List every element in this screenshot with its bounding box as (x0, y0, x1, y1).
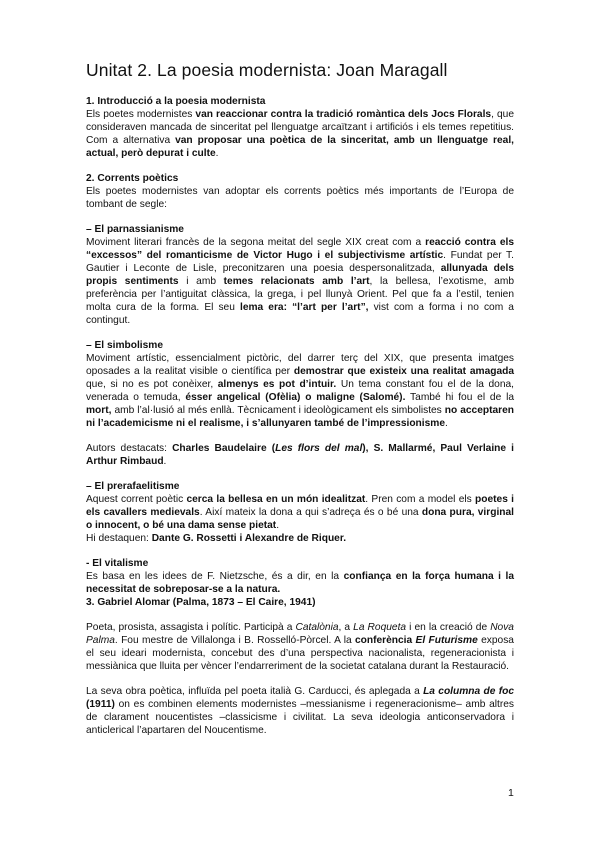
text-run: . (215, 148, 219, 159)
text-run: Moviment literari francès de la segona meitat del segle XIX creat com a (86, 237, 426, 248)
text-run: i en la creació de (406, 622, 491, 633)
text-run: , a (338, 622, 354, 633)
bold-run: almenys es pot d’intuir. (217, 379, 337, 390)
section-heading: – El simbolisme (86, 340, 164, 351)
italic-run: La Roqueta (353, 622, 407, 633)
bold-run: Charles Baudelaire ( (172, 443, 276, 454)
text-run: Autors destacats: (86, 443, 173, 454)
section-heading: 1. Introducció a la poesia modernista (86, 96, 266, 107)
section-introduction (86, 95, 514, 160)
section-corrents (86, 172, 514, 211)
text-run: i amb (178, 276, 224, 287)
bold-run: allunyada dels propis sentiments (86, 263, 514, 287)
text-run: . (445, 418, 448, 429)
bold-run: confiança en la força humana i la necessitat de sobreposar-se a la natura. (86, 571, 514, 595)
paragraph (86, 236, 514, 327)
bold-run: mort, (86, 405, 112, 416)
text-run: . Fundat per T. Gautier i Leconte de Lisle, preconitzaren una poesia despersonalitzada, (86, 250, 514, 274)
bold-run: temes relacionats amb l’art (223, 276, 370, 287)
text-run: que, si no es pot conèixer, (86, 379, 218, 390)
section-parnassianisme (86, 223, 514, 327)
section-autors (86, 442, 514, 468)
bold-italic-run: La columna de foc (423, 686, 514, 697)
text-run: . Així mateix la dona a qui s’adreça és o bé una (199, 507, 422, 518)
text-run: . Fou mestre de Villalonga i B. Rosselló-Pòrcel. A la (114, 635, 355, 646)
bold-run: van proposar una poètica de la sinceritat, amb un llenguatge real, actual, però depurat i culte (86, 135, 515, 159)
paragraph (86, 493, 514, 532)
bold-run: ésser angelical (Ofèlia) o maligne (Salomé). (185, 392, 406, 403)
text-run: Es basa en les idees de F. Nietzsche, és a dir, en la (86, 571, 344, 582)
section-heading: - El vitalisme (86, 558, 149, 569)
italic-run: Catalònia (295, 622, 339, 633)
bold-run: reacció contra els “excessos” del romanticisme de Victor Hugo i el subjectivisme artístic (86, 237, 515, 261)
bold-run: poetes i els cavallers medievals (86, 494, 514, 518)
paragraph (86, 621, 514, 673)
text-run: També hi fou el de la (405, 392, 515, 403)
bold-run: ), S. Mallarmé, Paul Verlaine i Arthur Rimbaud (86, 443, 514, 467)
paragraph: Els poetes modernistes van adoptar els corrents poètics més importants de l’Europa de tombant de segle: (86, 186, 514, 210)
italic-run: Nova Palma (86, 622, 514, 646)
bold-run: dona pura, virginal o innocent, o bé una dama sense pietat (86, 507, 515, 531)
bold-run: lema era: “l’art per l’art”, (239, 302, 369, 313)
text-run: Aquest corrent poètic (86, 494, 187, 505)
page-number: 1 (508, 787, 514, 799)
text-run: Els poetes modernistes (86, 109, 196, 120)
text-run: , la bellesa, l’exotisme, amb preferència per l’antiguitat clàssica, la grega, i pel llunyà Orient. Pel que fa a l’estil, tenien molta cura de la forma. El seu (86, 276, 514, 313)
text-run: on es combinen elements modernistes –messianisme i regeneracionisme– amb altres de clarament noucentistes –classicisme i civilitat. La seva ideologia anticonservadora i anticlerical l’apartaren del Noucentisme. (86, 699, 514, 736)
text-run: . Pren com a model els (365, 494, 476, 505)
section-heading: – El parnassianisme (86, 224, 184, 235)
text-run: Hi destaquen: (86, 533, 152, 544)
paragraph (86, 352, 514, 430)
bold-run: van reaccionar contra la tradició romàntica dels Jocs Florals (195, 109, 492, 120)
text-run: . (276, 520, 280, 531)
paragraph (86, 442, 514, 468)
section-simbolisme (86, 339, 514, 430)
bold-run: demostrar que existeix una realitat amagada (293, 366, 515, 377)
text-run: Un tema constant fou el de la dona, venerada o temuda, (86, 379, 514, 403)
bold-italic-run: Les flors del mal (275, 443, 363, 454)
bold-run: conferència (354, 635, 416, 646)
section-heading: 2. Corrents poètics (86, 173, 179, 184)
text-run: . (163, 456, 167, 467)
text-run: Poeta, prosista, assagista i polític. Participà a (86, 622, 296, 633)
text-run: , que consideraven mancada de sinceritat pel llenguatge arcaïtzant i artificiós i els temes repetitius. Com a alternativa (86, 109, 514, 146)
section-prerafaelitisme (86, 480, 514, 545)
text-run: La seva obra poètica, influïda pel poeta italià G. Carducci, és aplegada a (86, 686, 424, 697)
section-heading: – El prerafaelitisme (86, 481, 180, 492)
paragraph (86, 532, 514, 545)
document-page (86, 60, 514, 737)
section-alomar (86, 621, 514, 673)
section-vitalisme (86, 557, 514, 609)
paragraph (86, 685, 514, 737)
text-run: vist com a forma i no com a contingut. (86, 302, 514, 326)
paragraph (86, 108, 514, 160)
text-run: exposa el seu ideari modernista, concebut des d’una perspectiva nacionalista, regeneracionista i messiànica que lluita per vèncer l’endarreriment de la societat catalana durant la Restauració. (86, 635, 514, 672)
section-heading: 3. Gabriel Alomar (Palma, 1873 – El Caire, 1941) (86, 597, 316, 608)
page-title: Unitat 2. La poesia modernista: Joan Maragall (86, 60, 448, 80)
text-run: amb l’al·lusió al més enllà. Tècnicament i ideològicament els simbolistes (111, 405, 445, 416)
section-obra (86, 685, 514, 737)
bold-run: (1911) (86, 699, 115, 710)
bold-run: cerca la bellesa en un món idealitzat (186, 494, 366, 505)
bold-run: no acceptaren ni l’academicisme ni el realisme, i s’allunyaren també de l’impressionisme (86, 405, 514, 429)
text-run: Moviment artístic, essencialment pictòric, del darrer terç del XIX, que presenta imatges oposades a la realitat visible o científica per (86, 353, 514, 377)
bold-italic-run: El Futurisme (415, 635, 478, 646)
bold-run: Dante G. Rossetti i Alexandre de Riquer. (151, 533, 347, 544)
paragraph (86, 570, 514, 596)
